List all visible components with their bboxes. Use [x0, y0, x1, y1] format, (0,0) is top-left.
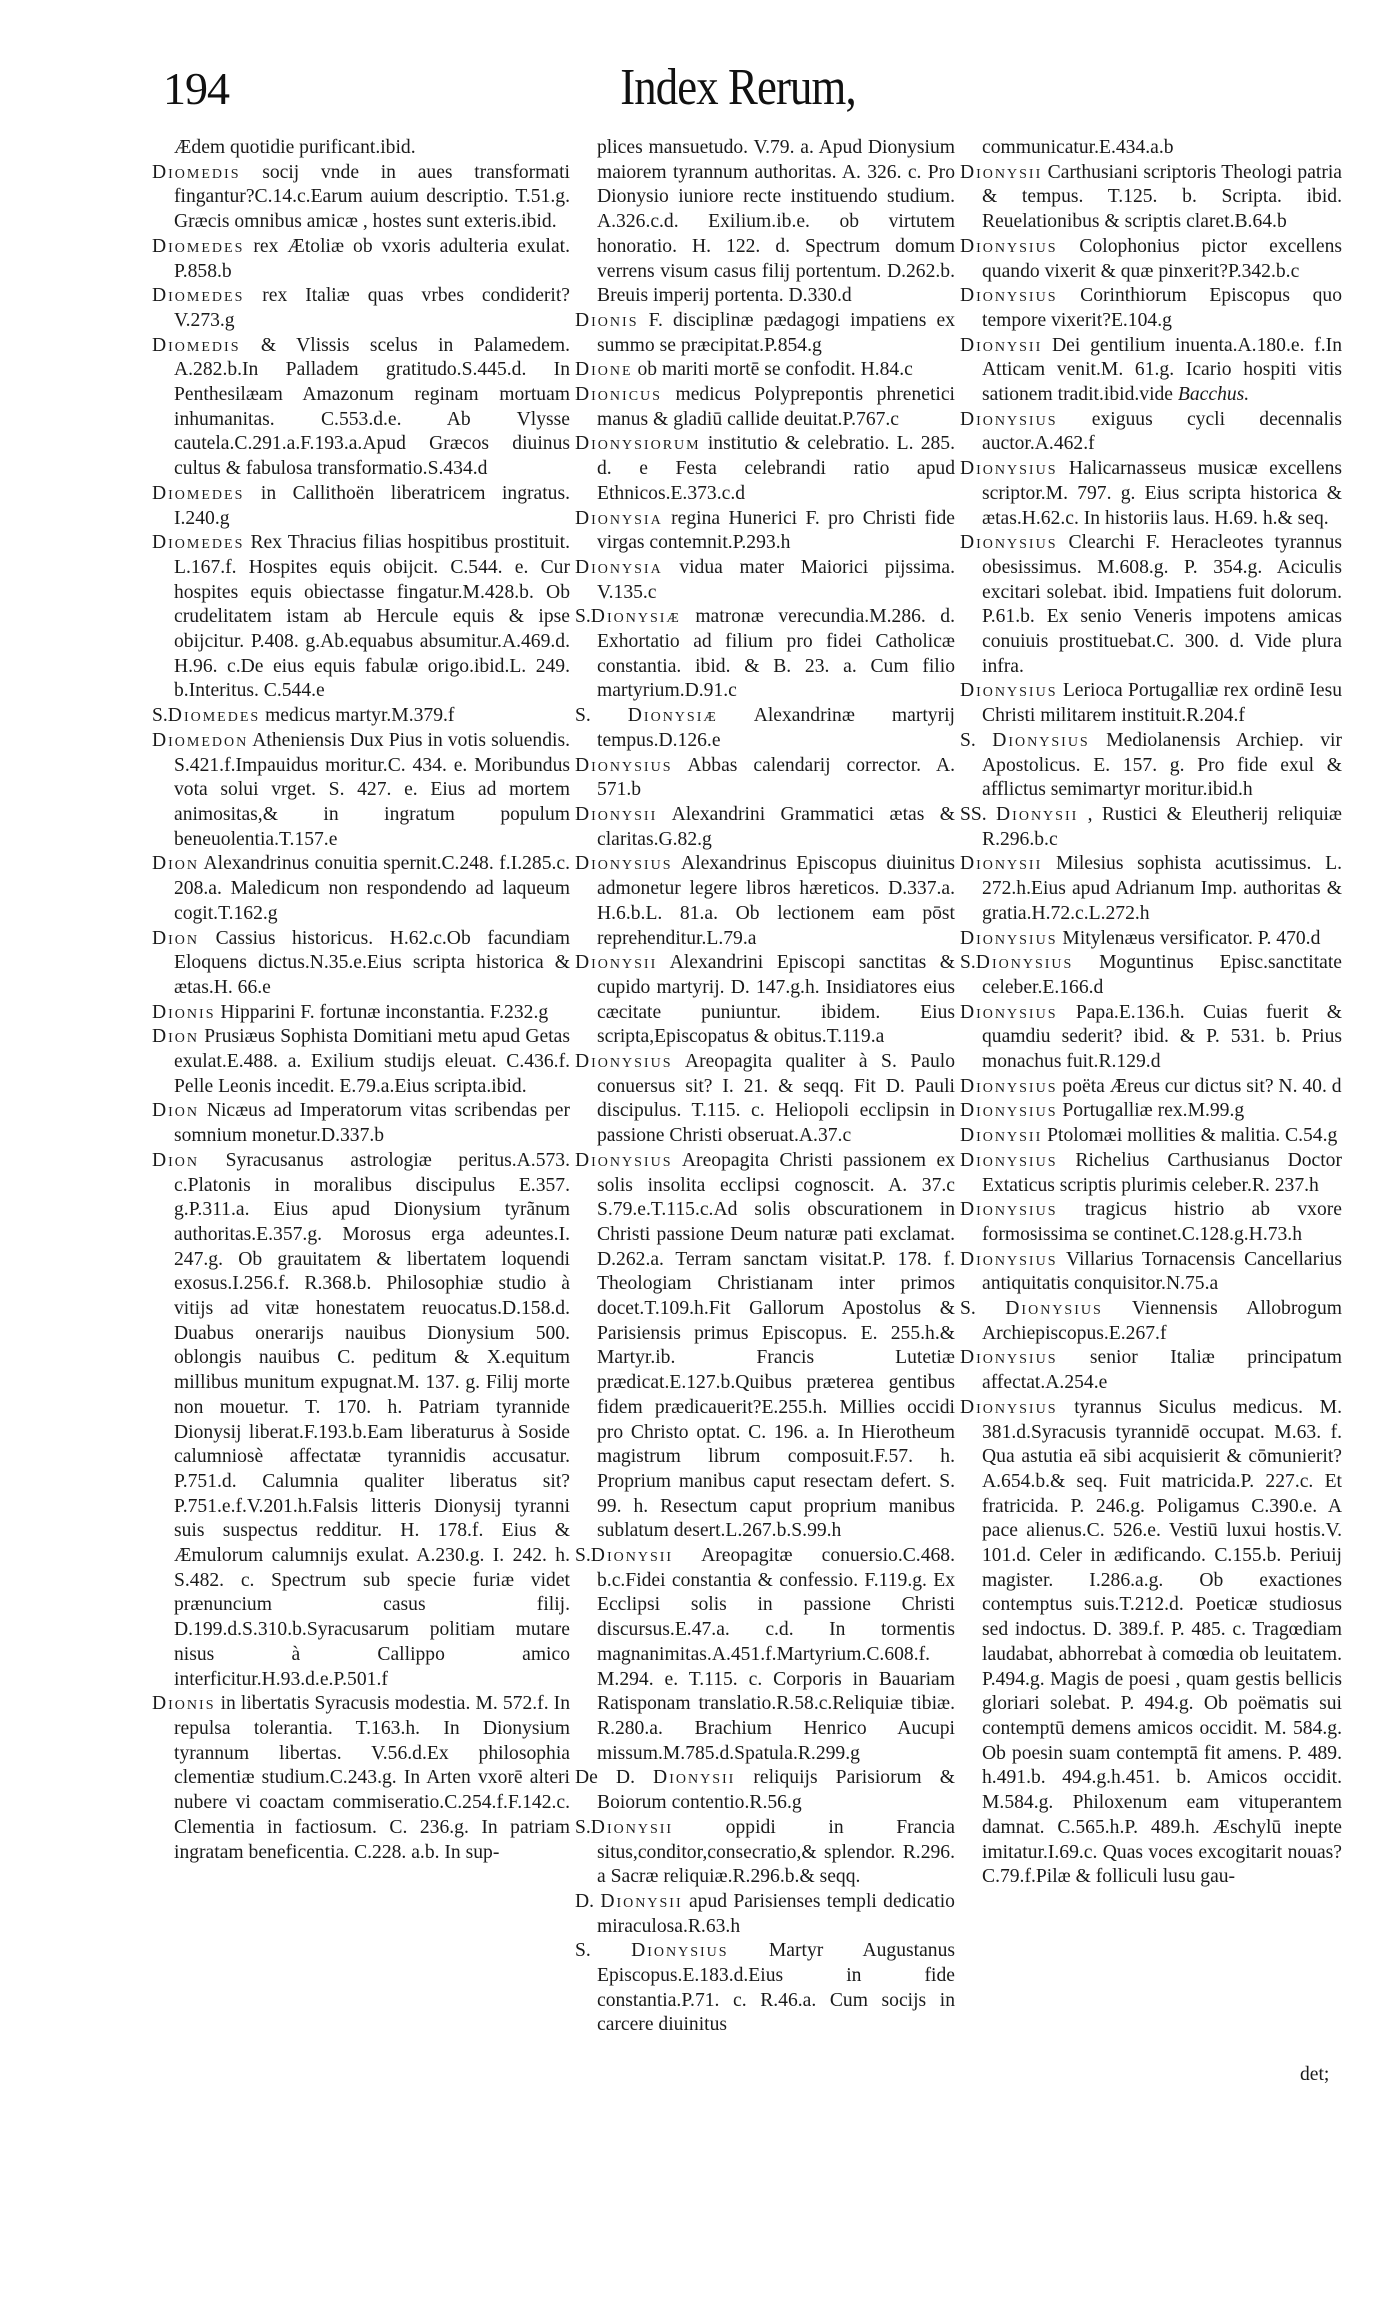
index-entry [960, 852, 1342, 926]
entry-text: in Callithoën liberatricem ingratus. I.240.g [174, 482, 570, 529]
entry-headword: Dionis [152, 1693, 216, 1715]
index-entry [575, 1816, 955, 1890]
entry-headword: Dionysius [631, 1940, 729, 1962]
entry-headword: Dionysia [575, 556, 663, 578]
entry-text: Lerioca Portugalliæ rex ordinē Iesu Christi militarem instituit.R.204.f [982, 680, 1342, 727]
index-entry [152, 161, 570, 235]
entry-text: vidua mater Maiorici pijssima. V.135.c [597, 556, 955, 603]
entry-headword: Dionysius [960, 1248, 1058, 1270]
index-entry [960, 457, 1342, 531]
entry-prefix: De D. [575, 1767, 654, 1789]
entry-text: in libertatis Syracusis modestia. M. 572.f. In repulsa tolerantia. T.163.h. In Dionysium tyrannum libertas. V.56.d.Ex philosophia clementiæ studium.C.243.g. In Arten vxorē alteri nubere vi coactam commiseratio.C.254.f.F.142.c. Clementia in factiosum. C. 236.g. In patriam ingratam beneficentia. C.228. a.b. In sup- [174, 1693, 570, 1863]
entry-text: Martyr Augustanus Episcopus.E.183.d.Eius in fide constantia.P.71. c. R.46.a. Cum socijs in carcere diuinitus [597, 1940, 955, 2036]
entry-text: communicatur.E.434.a.b [982, 137, 1174, 158]
entry-text: Areopagita qualiter à S. Paulo conuersus sit? I. 21. & seqq. Fit D. Pauli discipulus. T.115. c. Heliopoli ecclipsin in passione Christi obseruat.A.37.c [597, 1051, 955, 1147]
entry-headword: Dionysii [600, 1890, 683, 1912]
index-entry [960, 1075, 1342, 1100]
entry-prefix: S. [960, 1298, 1006, 1320]
index-entry [152, 334, 570, 482]
entry-headword: Dionis [152, 1001, 216, 1023]
index-entry [575, 432, 955, 506]
entry-text: Areopagitæ conuersio.C.468. b.c.Fidei constantia & confessio. F.119.g. Ex Ecclipsi solis in passione Christi discursus.E.47.a. c.d. In tormentis magnanimitas.A.451.f.Martyrium.C.608.f. M.294. e. T.115. c. Corporis in Bauariam Ratisponam translatio.R.58.c.Reliquiæ tibiæ. R.280.a. Brachium Henrico Aucupi missum.M.785.d.Spatula.R.299.g [597, 1545, 955, 1764]
entry-text: Alexandrinæ martyrij tempus.D.126.e [597, 705, 955, 751]
entry-prefix: S. [960, 729, 993, 751]
entry-headword: Dionysia [575, 507, 663, 529]
entry-text: reliquijs Parisiorum & Boiorum contentio.R.56.g [597, 1767, 955, 1814]
entry-prefix: S. [575, 1940, 632, 1962]
index-entry [575, 1050, 955, 1149]
entry-text: Carthusiani scriptoris Theologi patria & tempus. T.125. b. Scripta. ibid. Reuelationibus & scriptis claret.B.64.b [982, 161, 1342, 233]
entry-headword: Dionysius [960, 1100, 1058, 1122]
index-entry-continuation [960, 136, 1342, 161]
index-entry [960, 235, 1342, 284]
index-entry [960, 803, 1342, 852]
entry-headword: Dionysius [960, 680, 1058, 702]
entry-headword: Diomedes [167, 705, 261, 727]
entry-headword: Dion [152, 1149, 200, 1171]
index-entry [575, 309, 955, 358]
entry-text: rex Ætoliæ ob vxoris adulteria exulat. P.858.b [174, 235, 570, 282]
index-entry [152, 729, 570, 853]
entry-text: Alexandrinus conuitia spernit.C.248. f.I.285.c. 208.a. Maledicum non respondendo ad laqueum cogit.T.162.g [174, 853, 570, 924]
entry-text: ob mariti mortē se confodit. H.84.c [632, 359, 913, 381]
index-entry [152, 531, 570, 704]
index-entry [960, 1099, 1342, 1124]
entry-text: Corinthiorum Episcopus quo tempore vixerit?E.104.g [982, 285, 1342, 331]
entry-headword: Dionysiæ [590, 606, 681, 628]
index-entry [575, 803, 955, 852]
index-entry [960, 284, 1342, 333]
index-entry [960, 951, 1342, 1000]
index-entry [152, 1025, 570, 1099]
entry-text: Abbas calendarij corrector. A. 571.b [597, 754, 955, 801]
entry-text: medicus Polyprepontis phrenetici manus & gladiū callide deuitat.P.767.c [597, 384, 955, 430]
entry-text: Prusiæus Sophista Domitiani metu apud Getas exulat.E.488. a. Exilium studijs eleuat. C.436.f. Pelle Leonis incedit. E.79.a.Eius scripta.ibid. [174, 1026, 570, 1097]
index-column-3 [960, 136, 1342, 1890]
index-entry [960, 531, 1342, 679]
index-entry [960, 1149, 1342, 1198]
entry-headword: Dionysius [575, 1051, 673, 1073]
index-entry [575, 1939, 955, 2038]
catch-word: det; [1300, 2064, 1330, 2085]
index-entry [575, 605, 955, 704]
index-entry [575, 1544, 955, 1766]
entry-headword: Dionysii [590, 1816, 674, 1838]
index-column-1 [152, 136, 570, 1865]
entry-headword: Dionysius [960, 285, 1058, 307]
entry-text: Villarius Tornacensis Cancellarius antiquitatis conquisitor.N.75.a [982, 1248, 1342, 1295]
entry-cross-reference: Bacchus. [1177, 384, 1250, 406]
entry-headword: Dionysii [960, 1125, 1043, 1147]
entry-headword: Dionysii [653, 1767, 736, 1789]
entry-headword: Dionysiorum [575, 433, 701, 455]
index-entry [575, 754, 955, 803]
index-entry-continuation [152, 136, 570, 161]
entry-headword: Dionysius [960, 458, 1058, 480]
entry-headword: Dionysius [575, 853, 673, 875]
index-entry [960, 1001, 1342, 1075]
entry-text: regina Hunerici F. pro Christi fide virgas contemnit.P.293.h [597, 507, 955, 554]
index-entry [960, 927, 1342, 952]
entry-headword: Dionysii [575, 952, 658, 974]
entry-headword: Dion [152, 1026, 200, 1048]
entry-headword: Dionysius [960, 532, 1058, 554]
entry-text: Cassius historicus. H.62.c.Ob facundiam Eloquens dictus.N.35.e.Eius scripta historica & ætas.H. 66.e [174, 927, 570, 998]
index-entry [575, 704, 955, 753]
entry-headword: Diomedes [152, 235, 245, 257]
entry-text: Papa.E.136.h. Cuias fuerit & quamdiu sederit? ibid. & P. 531. b. Prius monachus fuit.R.129.d [982, 1001, 1342, 1073]
entry-headword: Dionysiæ [627, 705, 718, 727]
index-entry [152, 235, 570, 284]
entry-text: plices mansuetudo. V.79. a. Apud Dionysium maiorem tyrannum authoritas. A. 326. c. Pro Dionysio iuniore recte instituendo studium. A.326.c.d. Exilium.ib.e. ob virtutem honoratio. H. 122. d. Spectrum domum verrens visum casus filij portentum. D.262.b. Breuis imperij portenta. D.330.d [597, 137, 955, 307]
entry-text: medicus martyr.M.379.f [260, 705, 455, 727]
index-entry [960, 1124, 1342, 1149]
index-entry [960, 729, 1342, 803]
entry-text: rex Italiæ quas vrbes condiderit? V.273.g [174, 285, 570, 331]
entry-text: Rex Thracius filias hospitibus prostituit. L.167.f. Hospites equis obijcit. C.544. e. Cur hospites equis obiectasse fingatur.M.428.b. Ob crudelitatem istam ab Hercule equis & ipse obijcitur. P.408. g.Ab.equabus absumitur.A.469.d. H.96. c.De eius equis fabulæ origo.ibid.L. 249. b.Interitus. C.544.e [174, 532, 570, 702]
entry-text: & Vlissis scelus in Palamedem. A.282.b.In Palladem gratitudo.S.445.d. In Penthesilæam Amazonum reginam mortuam inhumanitas. C.553.d.e. Ab Vlysse cautela.C.291.a.F.193.a.Apud Græcos diuinus cultus & fabulosa transformatio.S.434.d [174, 334, 570, 480]
entry-headword: Dionysius [1005, 1298, 1103, 1320]
entry-headword: Dionysius [960, 408, 1058, 430]
index-entry [575, 951, 955, 1050]
entry-headword: Dionysius [975, 952, 1074, 974]
entry-text: Hipparini F. fortunæ inconstantia. F.232.g [215, 1001, 549, 1023]
entry-text: apud Parisienses templi dedicatio miraculosa.R.63.h [597, 1890, 955, 1937]
entry-text: senior Italiæ principatum affectat.A.254.e [982, 1347, 1342, 1394]
entry-text: Ædem quotidie purificant.ibid. [174, 137, 416, 158]
index-entry [152, 1001, 570, 1026]
entry-text: Alexandrini Grammatici ætas & claritas.G.82.g [597, 803, 955, 850]
index-entry [152, 704, 570, 729]
index-entry [960, 408, 1342, 457]
entry-headword: Dionysii [960, 853, 1043, 875]
entry-text: Halicarnasseus musicæ excellens scriptor.M. 797. g. Eius scripta historica & ætas.H.62.c. In historiis laus. H.69. h.& seq. [982, 458, 1342, 529]
index-entry [152, 927, 570, 1001]
index-entry [960, 1297, 1342, 1346]
entry-headword: Dione [575, 359, 633, 381]
page-number: 194 [163, 63, 229, 114]
index-entry [575, 556, 955, 605]
running-head: Index Rerum, [620, 59, 856, 116]
entry-text: Alexandrinus Episcopus diuinitus admonetur legere libros hæreticos. D.337.a. H.6.b.L. 81.a. Ob lectionem eam pōst reprehenditur.L.79.a [597, 853, 955, 949]
index-entry-continuation [575, 136, 955, 309]
entry-text: Richelius Carthusianus Doctor Extaticus scriptis plurimis celeber.R. 237.h [982, 1149, 1342, 1196]
entry-prefix: D. [575, 1890, 601, 1912]
entry-prefix: S. [575, 705, 628, 727]
entry-text: F. disciplinæ pædagogi impatiens ex summo se præcipitat.P.854.g [597, 309, 955, 356]
entry-prefix: S. [960, 952, 976, 974]
index-entry [960, 334, 1342, 408]
entry-text: Portugalliæ rex.M.99.g [1057, 1100, 1245, 1122]
index-entry [960, 679, 1342, 728]
entry-headword: Dionysius [575, 754, 673, 776]
entry-text: Ptolomæi mollities & malitia. C.54.g [1042, 1125, 1338, 1147]
entry-headword: Dionysius [960, 1199, 1058, 1221]
entry-headword: Dionysius [960, 1149, 1058, 1171]
index-entry [152, 482, 570, 531]
entry-text: socij vnde in aues transformati fingantur?C.14.c.Earum auium descriptio. T.51.g. Græcis omnibus amicæ , hostes sunt exteris.ibid. [174, 161, 570, 233]
index-entry [575, 1766, 955, 1815]
entry-text: Clearchi F. Heracleotes tyrannus obesissimus. M.608.g. P. 354.g. Aciculis excitari solebat. ibid. Impatiens fuit dolorum. P.61.b. Ex senio Veneris impotens amicas conuiuis prostituebat.C. 300. d. Vide plura infra. [982, 532, 1342, 677]
entry-headword: Dion [152, 927, 200, 949]
entry-headword: Dionysius [960, 235, 1058, 257]
entry-text: tyrannus Siculus medicus. M. 381.d.Syracusis tyrannidē occupat. M.63. f. Qua astutia eā sibi acquisierit & cōmunierit? A.654.b.& seq. Fuit matricida.P. 227.c. Et fratricida. P. 246.g. Poligamus C.390.e. A pace alienus.C. 526.e. Vestiū luxui hostis.V. 101.d. Celer in ædificando. C.155.b. Periuij magister. I.286.a.g. Ob exactiones contemptus suis.T.212.d. Poeticæ studiosus sed indoctus. D. 389.f. P. 485. c. Tragœdiam laudabat, abhorrebat à comœdia ob leuitatem. P.494.g. Magis de poesi , quam gestis bellicis gloriari solebat. P. 494.g. Ob poëmatis sui contemptū demens amicos occidit. M. 584.g. Ob poesin suam contemptā fit amens. P. 489. h.491.b. 494.g.h.451. b. Amicos occidit. M.584.g. Philoxenum eam vituperantem damnat. C.565.h.P. 489.h. Æschylū inepte imitatur.I.69.c. Quas voces excogitarit nouas? C.79.f.Pilæ & folliculi lusu gau- [982, 1396, 1342, 1888]
entry-text: Viennensis Allobrogum Archiepiscopus.E.267.f [982, 1298, 1342, 1344]
entry-prefix: S. [152, 705, 168, 727]
entry-text: , Rustici & Eleutherij reliquiæ R.296.b.c [982, 803, 1342, 850]
index-entry [152, 1099, 570, 1148]
entry-headword: Dion [152, 853, 200, 875]
entry-headword: Diomedes [152, 482, 245, 504]
index-entry [152, 1149, 570, 1692]
entry-headword: Dionysius [960, 1396, 1058, 1418]
entry-headword: Dionysius [992, 729, 1090, 751]
entry-text: Milesius sophista acutissimus. L. 272.h.Eius apud Adrianum Imp. authoritas & gratia.H.72.c.L.272.h [982, 853, 1342, 924]
entry-prefix: SS. [960, 803, 997, 825]
index-entry [575, 1149, 955, 1544]
entry-headword: Diomedes [152, 285, 245, 307]
index-entry [152, 1692, 570, 1865]
entry-text: tragicus histrio ab vxore formosissima se continet.C.128.g.H.73.h [982, 1199, 1342, 1245]
entry-text: Areopagita Christi passionem ex solis insolita ecclipsi cognoscit. A. 37.c S.79.e.T.115.c.Ad solis obscurationem in Christi passione Deum naturæ pati exclamat. D.262.a. Terram sanctam visitat.P. 178. f. Theologiam Christianam inter primos docet.T.109.h.Fit Gallorum Apostolus & Parisiensis primus Episcopus. E. 255.h.& Martyr.ib. Francis Lutetiæ prædicat.E.127.b.Quibus præterea gentibus fidem prædicauerit?E.255.h. Millies occidi pro Christo optat. C. 196. a. In Hierotheum magistrum librum composuit.F.57. h. Proprium manibus caput resectam defert. S. 99. h. Resectum caput proprium manibus sublatum desert.L.267.b.S.99.h [597, 1149, 955, 1542]
index-column-2 [575, 136, 955, 2038]
entry-text: Moguntinus Episc.sanctitate celeber.E.166.d [982, 952, 1342, 998]
entry-headword: Dionysius [960, 927, 1058, 949]
entry-text: Atheniensis Dux Pius in votis soluendis. S.421.f.Impauidus moritur.C. 434. e. Moribundus vota solui vrget. S. 427. e. Eius ad mortem animositas,& in ingratum populum beneuolentia.T.157.e [174, 729, 570, 850]
entry-text: Mediolanensis Archiep. vir Apostolicus. E. 157. g. Pro fide exul & afflictus semimartyr moritur.ibid.h [982, 729, 1342, 801]
entry-headword: Dionis [575, 309, 639, 331]
index-entry [960, 1396, 1342, 1890]
entry-headword: Dionysius [960, 1347, 1058, 1369]
index-entry [960, 161, 1342, 235]
entry-text: institutio & celebratio. L. 285. d. e Festa celebrandi ratio apud Ethnicos.E.373.c.d [597, 433, 955, 504]
index-entry [575, 358, 955, 383]
entry-headword: Dionysii [960, 334, 1043, 356]
index-entry [960, 1248, 1342, 1297]
entry-text: exiguus cycli decennalis auctor.A.462.f [982, 408, 1342, 455]
index-entry [575, 507, 955, 556]
index-entry [152, 852, 570, 926]
entry-headword: Dionysius [960, 1001, 1058, 1023]
entry-text: Nicæus ad Imperatorum vitas scribendas per somnium monetur.D.337.b [174, 1100, 570, 1147]
entry-text: Dei gentilium inuenta.A.180.e. f.In Atticam venit.M. 61.g. Icario hospiti vitis sationem tradit.ibid.vide [982, 334, 1342, 406]
index-entry [575, 383, 955, 432]
index-entry [575, 852, 955, 951]
entry-text: poëta Æreus cur dictus sit? N. 40. d [1057, 1075, 1342, 1097]
index-entry [575, 1890, 955, 1939]
entry-headword: Diomedis [152, 334, 241, 356]
entry-text: Syracusanus astrologiæ peritus.A.573. c.Platonis in moralibus discipulus E.357. g.P.311.a. Eius apud Dionysium tyrãnum authoritas.E.357.g. Morosus erga adeuntes.I. 247.g. Ob grauitatem & libertatem loquendi exosus.I.256.f. R.368.b. Philosophiæ studio à vitijs ad vitæ honestatem reuocatus.D.158.d. Duabus onerarijs nauibus Dionysium 500. oblongis nauibus C. peditum & X.equitum millibus munitum expugnat.M. 137. g. Filij morte non mouetur. T. 170. h. Patriam tyrannide Dionysij liberat.F.193.b.Eam liberaturus à Soside calumniosè affectatæ tyrannidis accusatur. P.751.d. Calumnia qualiter liberatus sit? P.751.e.f.V.201.h.Falsis litteris Dionysij tyranni suis suspectus redditur. H. 178.f. Eius & Æmulorum calumnijs exulat. A.230.g. I. 242. h. S.482. c. Spectrum sub specie furiæ videt prænuncium casus filij. D.199.d.S.310.b.Syracusarum politiam mutare nisus à Callippo amico interficitur.H.93.d.e.P.501.f [174, 1149, 570, 1690]
entry-headword: Dionysii [960, 161, 1043, 183]
index-entry [960, 1198, 1342, 1247]
entry-prefix: S. [575, 1816, 591, 1838]
entry-headword: Diomedes [152, 532, 245, 554]
entry-headword: Dionicus [575, 384, 662, 406]
entry-prefix: S. [575, 1545, 591, 1567]
entry-headword: Dionysii [590, 1545, 674, 1567]
entry-headword: Dionysius [575, 1149, 673, 1171]
entry-text: Alexandrini Episcopi sanctitas & cupido martyrij. D. 147.g.h. Insidiatores eius cæcitate puniuntur. ibidem. Eius scripta,Episcopatus & obitus.T.119.a [597, 952, 955, 1048]
entry-prefix: S. [575, 606, 591, 628]
entry-headword: Diomedis [152, 161, 241, 183]
entry-text: matronæ verecundia.M.286. d. Exhortatio ad filium pro fidei Catholicæ constantia. ibid. & B. 23. a. Cum filio martyrium.D.91.c [597, 606, 955, 702]
index-entry [152, 284, 570, 333]
entry-headword: Dionysius [960, 1075, 1058, 1097]
entry-headword: Diomedon [152, 729, 249, 751]
entry-text: oppidi in Francia situs,conditor,consecratio,& splendor. R.296. a Sacræ reliquiæ.R.296.b.& seqq. [597, 1816, 955, 1888]
entry-text: Colophonius pictor excellens quando vixerit & quæ pinxerit?P.342.b.c [982, 235, 1342, 282]
entry-headword: Dion [152, 1100, 200, 1122]
index-entry [960, 1346, 1342, 1395]
entry-headword: Dionysii [996, 803, 1079, 825]
entry-headword: Dionysii [575, 803, 658, 825]
entry-text: Mitylenæus versificator. P. 470.d [1057, 927, 1321, 949]
